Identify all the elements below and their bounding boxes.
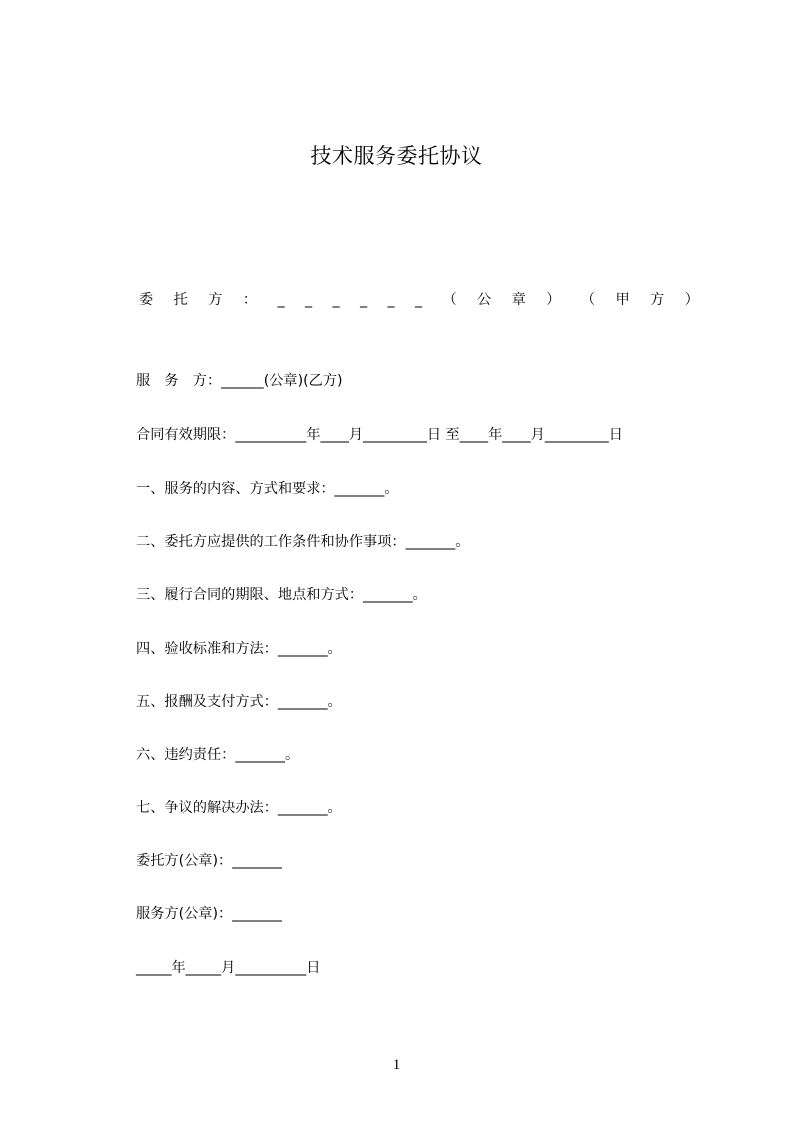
- client-char: ：: [242, 292, 258, 308]
- client-char: _: [304, 292, 313, 308]
- service-signature-line: 服务方(公章)：_______: [136, 906, 282, 922]
- client-char: ）: [684, 292, 699, 308]
- client-char: 方: [208, 292, 223, 308]
- document-title: 技术服务委托协议: [310, 144, 483, 168]
- client-char: 托: [173, 292, 188, 308]
- client-char: （: [580, 292, 596, 308]
- client-char: _: [277, 292, 285, 308]
- clause-1: 一、服务的内容、方式和要求：_______。: [136, 481, 399, 497]
- client-char: _: [387, 292, 395, 308]
- client-char: 方: [650, 292, 665, 308]
- clause-6: 六、违约责任：_______。: [136, 747, 300, 763]
- client-char: _: [332, 292, 340, 308]
- client-char: 委: [139, 292, 154, 308]
- client-char: _: [359, 292, 368, 308]
- client-char: （: [442, 292, 457, 308]
- client-char: _: [414, 292, 423, 308]
- service-party-line: 服 务 方：______(公章)(乙方): [136, 373, 343, 389]
- clause-5: 五、报酬及支付方式：_______。: [136, 694, 342, 710]
- clause-3: 三、履行合同的期限、地点和方式：_______。: [136, 587, 427, 603]
- client-char: 甲: [615, 292, 630, 308]
- client-signature-line: 委托方(公章)：_______: [136, 853, 282, 869]
- client-char: ）: [546, 292, 561, 308]
- validity-period-line: 合同有效期限：__________年____月_________日 至____年____月_________日: [136, 427, 623, 443]
- date-line: _____年_____月__________日: [136, 960, 321, 976]
- page-number: 1: [392, 1057, 401, 1073]
- clause-2: 二、委托方应提供的工作条件和协作事项：_______。: [136, 534, 470, 550]
- clause-7: 七、争议的解决办法：_______。: [136, 800, 342, 816]
- clause-4: 四、验收标准和方法：_______。: [136, 641, 342, 657]
- client-party-line: [139, 290, 699, 310]
- client-char: 章: [511, 292, 526, 308]
- client-char: 公: [477, 292, 492, 308]
